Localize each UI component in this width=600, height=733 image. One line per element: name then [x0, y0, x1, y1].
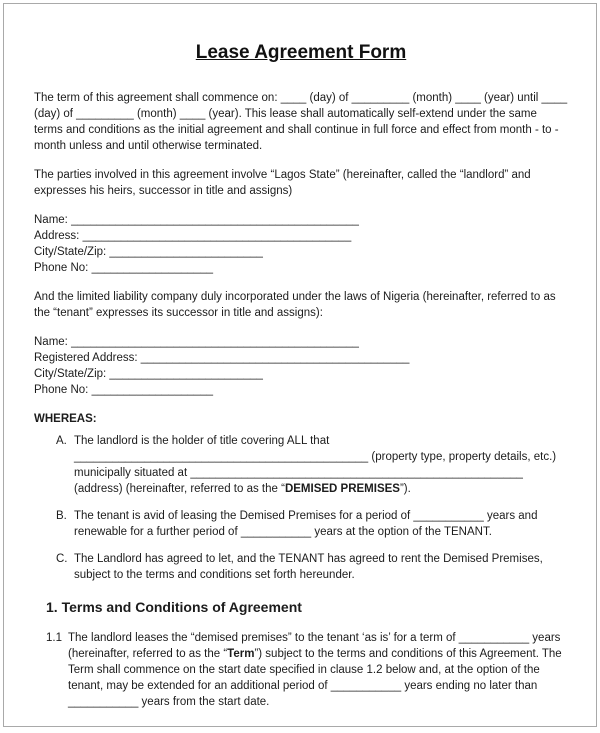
field-label: Name: — [34, 214, 68, 226]
parties-paragraph: The parties involved in this agreement involve “Lagos State” (hereinafter, called the “landlord” and expresses his heirs, successor in title and assigns) — [34, 169, 531, 197]
item-text-pre: The Landlord has agreed to let, and the TENANT has agreed to rent the Demised Premises, subject to the terms and conditions set forth hereunder. — [74, 553, 543, 581]
item-marker: B. — [56, 510, 67, 522]
field-label: Address: — [34, 230, 80, 242]
blank-line: _____________________________________________ — [71, 336, 359, 348]
clause-number: 1.1 — [46, 632, 62, 644]
term-paragraph: The term of this agreement shall commence on: ____ (day) of _________ (month) ____ (year) until ____ (day) of _________ (month) ____ (year). This lease shall automatically self-extend under the same terms and conditions as the initial agreement and shall continue in full force and effect from month - to - month unless and until otherwise terminated. — [34, 92, 568, 152]
blank-line: __________________________________________ — [140, 352, 410, 364]
tenant-registered-address-field — [34, 350, 568, 366]
item-marker: C. — [56, 553, 68, 565]
field-label: Name: — [34, 336, 68, 348]
whereas-item-b — [34, 508, 568, 540]
item-text-pre: The tenant is avid of leasing the Demised Premises for a period of ___________ years and renewable for a further period of ___________ years at the option of the TENANT. — [74, 510, 538, 538]
landlord-fields — [34, 212, 568, 276]
tenant-phone-field — [34, 382, 568, 398]
field-label: Registered Address: — [34, 352, 138, 364]
landlord-name-field — [34, 212, 568, 228]
whereas-heading: WHEREAS: — [34, 413, 97, 425]
document-title: Lease Agreement Form — [195, 42, 407, 63]
blank-line: ___________________ — [91, 384, 214, 396]
landlord-address-field — [34, 228, 568, 244]
clause-text — [68, 630, 568, 710]
whereas-item-c — [34, 551, 568, 583]
blank-line: ___________________ — [91, 262, 214, 274]
clause-text-post: ”) subject to the terms and conditions of this Agreement. The Term shall commence on the start date specified in clause 1.2 below and, at the option of the tenant, may be extended for an additional period of ___________ years ending no later than ___________ years from the start date. — [68, 648, 562, 708]
item-text-bold: DEMISED PREMISES — [284, 483, 400, 495]
blank-line: ________________________ — [109, 246, 263, 258]
tenant-name-field — [34, 334, 568, 350]
item-text-pre: The landlord is the holder of title covering ALL that ______________________________________________ (property type, property details, etc.) municipally situated at ____________________________________________________ (address) (hereinafter, referred to as the “ — [74, 435, 557, 495]
item-marker: A. — [56, 435, 67, 447]
clause-text-bold: Term — [227, 648, 255, 660]
item-text — [74, 508, 568, 540]
blank-line: _____________________________________________ — [71, 214, 359, 226]
tenant-city-state-zip-field — [34, 366, 568, 382]
document-page — [3, 3, 597, 727]
landlord-city-state-zip-field — [34, 244, 568, 260]
field-label: Phone No: — [34, 262, 89, 274]
field-label: City/State/Zip: — [34, 246, 107, 258]
field-label: Phone No: — [34, 384, 89, 396]
item-text — [74, 433, 568, 497]
clause-text-pre: The landlord leases the “demised premises” to the tenant ‘as is’ for a term of ___________ years (hereinafter, referred to as the “ — [68, 632, 561, 660]
field-label: City/State/Zip: — [34, 368, 107, 380]
whereas-list — [34, 433, 568, 583]
item-text — [74, 551, 568, 583]
item-text-post: ”). — [399, 483, 411, 495]
clause-1-1 — [34, 630, 568, 710]
whereas-item-a — [34, 433, 568, 497]
blank-line: ________________________ — [109, 368, 263, 380]
blank-line: __________________________________________ — [82, 230, 352, 242]
landlord-phone-field — [34, 260, 568, 276]
tenant-intro-paragraph: And the limited liability company duly incorporated under the laws of Nigeria (hereinafter, referred to as the “tenant” expresses its successor in title and assigns): — [34, 291, 556, 319]
tenant-fields — [34, 334, 568, 398]
section-1-heading: 1. Terms and Conditions of Agreement — [46, 599, 302, 615]
